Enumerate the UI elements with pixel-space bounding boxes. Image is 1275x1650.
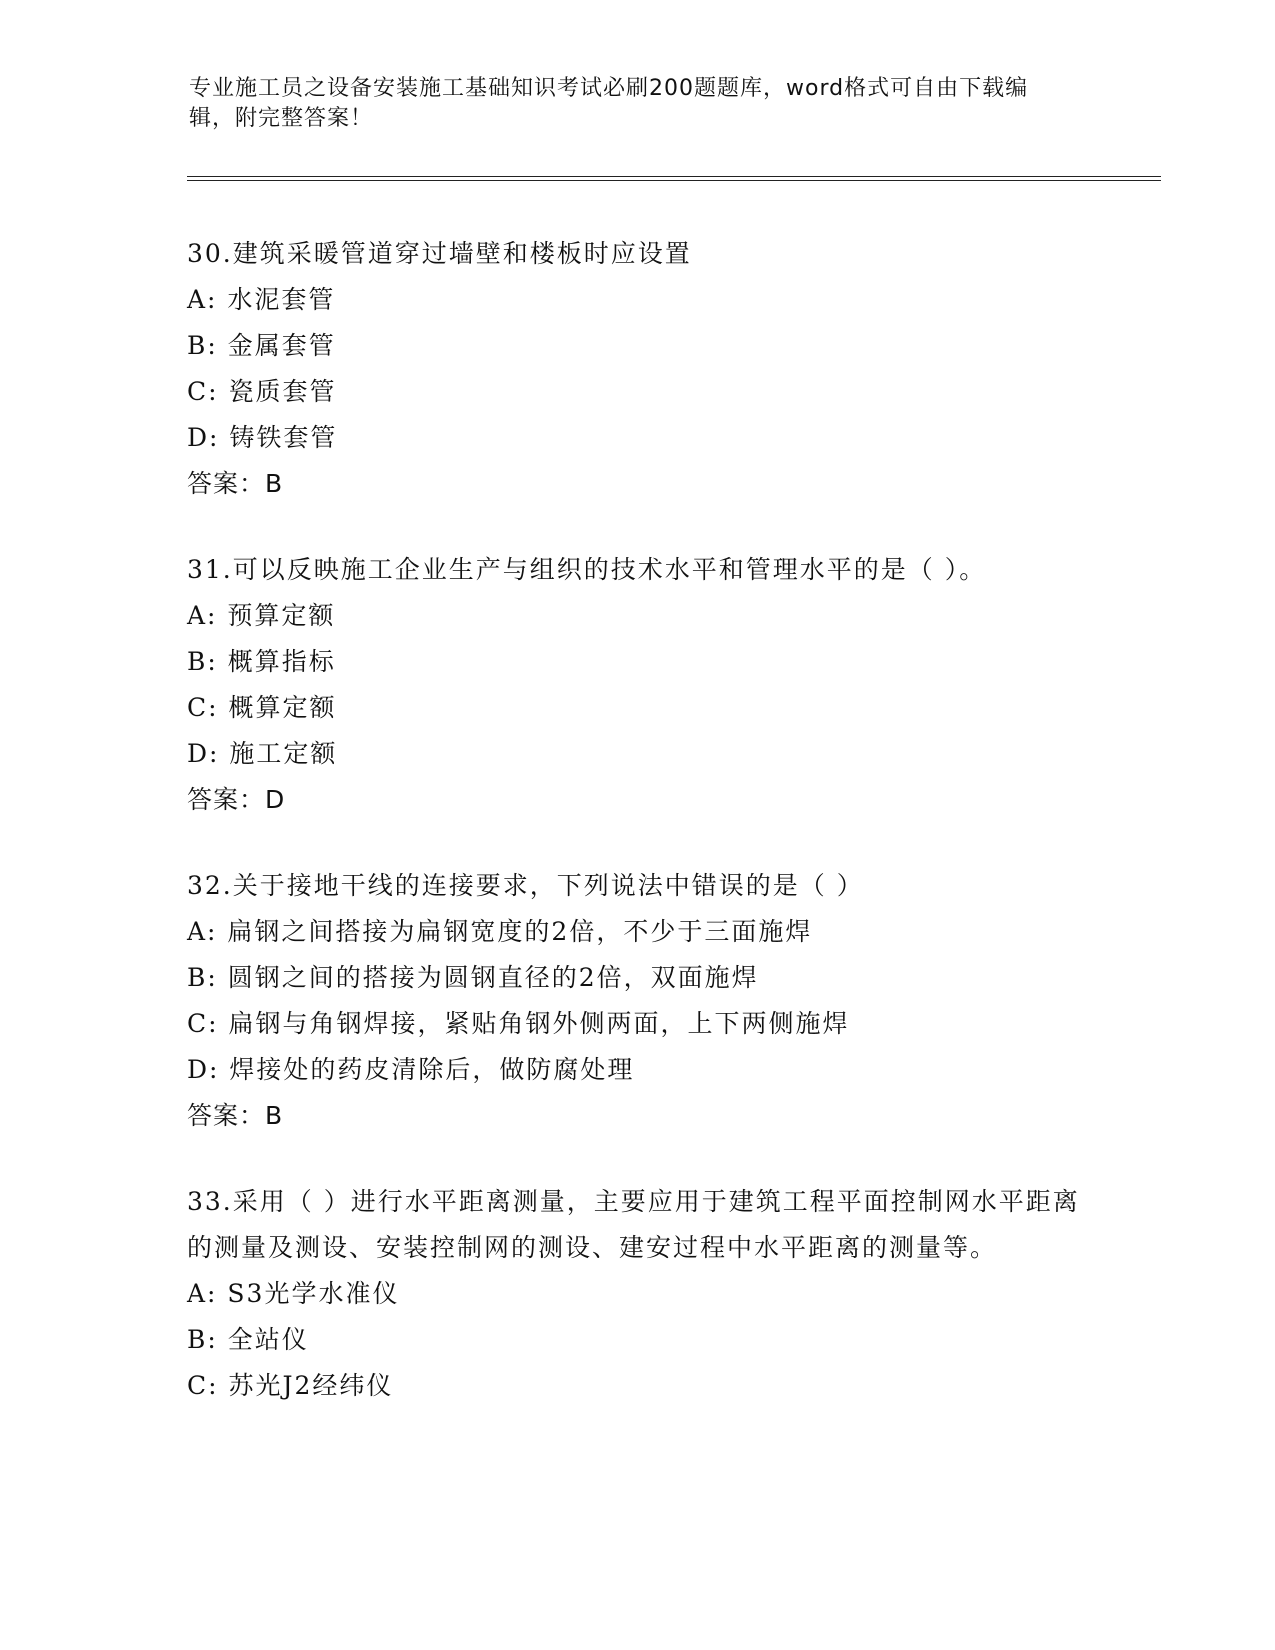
document-header — [189, 74, 1069, 134]
header-divider-top — [187, 176, 1161, 177]
answer-line: 答案：B — [187, 469, 284, 498]
answer-line: 答案：B — [187, 1101, 284, 1130]
header-divider-bottom — [187, 180, 1161, 181]
question-30 — [187, 231, 1087, 507]
option-a: A: 预算定额 — [187, 601, 336, 630]
question-title: 33.采用（ ）进行水平距离测量，主要应用于建筑工程平面控制网水平距离的测量及测设、安装控制网的测设、建安过程中水平距离的测量等。 — [187, 1187, 1080, 1262]
option-c: C: 扁钢与角钢焊接，紧贴角钢外侧两面，上下两侧施焊 — [187, 1009, 850, 1038]
option-a: A: 水泥套管 — [187, 285, 336, 314]
option-a: A: S3光学水准仪 — [187, 1279, 400, 1308]
question-32 — [187, 863, 1087, 1139]
option-a: A: 扁钢之间搭接为扁钢宽度的2倍，不少于三面施焊 — [187, 917, 813, 946]
question-31 — [187, 547, 1087, 823]
option-b: B: 金属套管 — [187, 331, 336, 360]
option-d: D: 施工定额 — [187, 739, 338, 768]
question-title: 30.建筑采暖管道穿过墙壁和楼板时应设置 — [187, 239, 692, 268]
option-b: B: 全站仪 — [187, 1325, 309, 1354]
answer-line: 答案：D — [187, 785, 286, 814]
option-c: C: 苏光J2经纬仪 — [187, 1371, 394, 1400]
option-d: D: 焊接处的药皮清除后，做防腐处理 — [187, 1055, 635, 1084]
option-b: B: 圆钢之间的搭接为圆钢直径的2倍，双面施焊 — [187, 963, 759, 992]
option-c: C: 概算定额 — [187, 693, 337, 722]
option-d: D: 铸铁套管 — [187, 423, 338, 452]
header-intro-text: 专业施工员之设备安装施工基础知识考试必刷200题题库，word格式可自由下载编辑，附完整答案！ — [189, 76, 1029, 131]
question-33 — [187, 1179, 1087, 1409]
question-title: 32.关于接地干线的连接要求，下列说法中错误的是（ ） — [187, 871, 864, 900]
option-c: C: 瓷质套管 — [187, 377, 337, 406]
option-b: B: 概算指标 — [187, 647, 336, 676]
question-title: 31.可以反映施工企业生产与组织的技术水平和管理水平的是（ ）。 — [187, 555, 987, 584]
